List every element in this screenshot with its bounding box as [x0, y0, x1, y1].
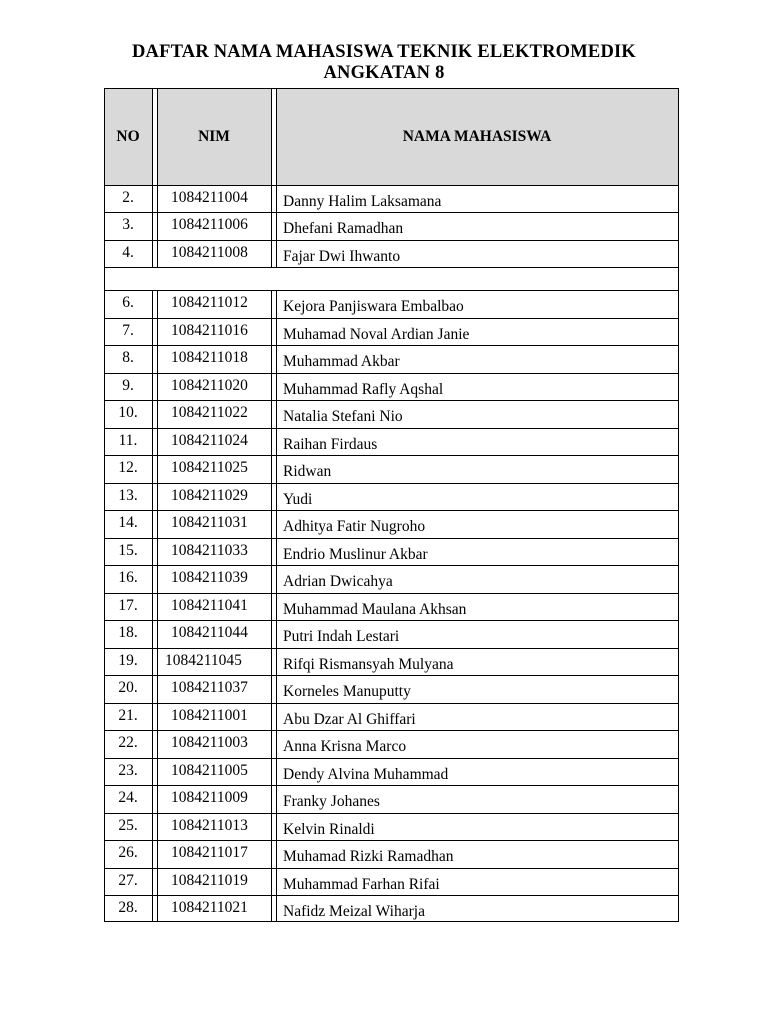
table-cell-no: 6.	[122, 294, 134, 311]
header-nama: NAMA MAHASISWA	[276, 88, 678, 185]
table-cell-name: Yudi	[283, 491, 313, 508]
column-divider	[271, 88, 272, 268]
column-divider	[276, 88, 277, 268]
table-cell-name: Anna Krisna Marco	[283, 738, 407, 755]
row-divider	[104, 565, 679, 566]
table-cell-name: Muhammad Maulana Akhsan	[283, 601, 467, 618]
table-cell-name: Adhitya Fatir Nugroho	[283, 518, 426, 535]
table-cell-nim: 1084211041	[171, 597, 248, 614]
table-cell-no: 9.	[122, 377, 134, 394]
table-cell-no: 26.	[118, 844, 138, 861]
row-divider	[104, 785, 679, 786]
table-cell-no: 3.	[122, 216, 134, 233]
row-divider	[104, 318, 679, 319]
table-cell-name: Ridwan	[283, 463, 332, 480]
table-cell-no	[104, 271, 152, 290]
table-cell-name	[276, 275, 678, 290]
table-cell-no: 19.	[118, 652, 138, 669]
column-divider	[152, 290, 153, 922]
table-cell-nim: 1084211022	[171, 404, 248, 421]
table-cell-nim: 1084211005	[171, 762, 248, 779]
row-divider	[104, 813, 679, 814]
column-divider	[157, 88, 158, 268]
table-cell-no: 17.	[118, 597, 138, 614]
column-divider	[157, 290, 158, 922]
table-cell-name: Muhammad Rafly Aqshal	[283, 381, 444, 398]
table-cell-no: 8.	[122, 349, 134, 366]
table-cell-no: 7.	[122, 322, 134, 339]
table-cell-nim: 1084211016	[171, 322, 248, 339]
table-cell-name: Muhammad Akbar	[283, 353, 400, 370]
table-cell-no: 18.	[118, 624, 138, 641]
row-divider	[104, 510, 679, 511]
table-cell-nim: 1084211004	[171, 189, 248, 206]
column-divider	[152, 88, 153, 268]
table-cell-no: 22.	[118, 734, 138, 751]
table-cell-name: Korneles Manuputty	[283, 683, 411, 700]
table-cell-nim: 1084211008	[171, 244, 248, 261]
row-divider	[104, 538, 679, 539]
table-cell-nim: 1084211017	[171, 844, 248, 861]
row-divider	[104, 758, 679, 759]
table-cell-nim: 1084211044	[171, 624, 248, 641]
table-cell-name: Natalia Stefani Nio	[283, 408, 403, 425]
table-cell-nim: 1084211018	[171, 349, 248, 366]
table-cell-nim: 1084211012	[171, 294, 248, 311]
header-bottom-border	[104, 185, 679, 186]
row-divider	[104, 648, 679, 649]
table-cell-name: Putri Indah Lestari	[283, 628, 400, 645]
table-cell-name: Muhamad Rizki Ramadhan	[283, 848, 454, 865]
row-divider	[104, 703, 679, 704]
table-cell-nim: 1084211019	[171, 872, 248, 889]
row-divider	[104, 345, 679, 346]
table-cell-nim: 1084211006	[171, 216, 248, 233]
table-cell-nim: 1084211039	[171, 569, 248, 586]
row-divider	[104, 290, 679, 291]
title-line-1: DAFTAR NAMA MAHASISWA TEKNIK ELEKTROMEDIK	[132, 42, 636, 62]
table-cell-nim: 1084211029	[171, 487, 248, 504]
table-cell-nim: 1084211003	[171, 734, 248, 751]
row-divider	[104, 675, 679, 676]
table-cell-nim: 1084211033	[171, 542, 248, 559]
table-cell-nim: 1084211020	[171, 377, 248, 394]
row-divider	[104, 212, 679, 213]
row-divider	[104, 895, 679, 896]
table-cell-no: 28.	[118, 899, 138, 916]
header-no: NO	[104, 88, 152, 185]
row-divider	[104, 840, 679, 841]
title-line-2: ANGKATAN 8	[323, 63, 445, 83]
column-divider	[276, 290, 277, 922]
table-top-border	[104, 88, 679, 89]
row-divider	[104, 455, 679, 456]
row-divider	[104, 921, 679, 922]
table-cell-name: Fajar Dwi Ihwanto	[283, 248, 401, 265]
table-cell-no: 2.	[122, 189, 134, 206]
table-cell-no: 23.	[118, 762, 138, 779]
row-divider	[104, 620, 679, 621]
table-cell-no: 24.	[118, 789, 138, 806]
row-divider	[104, 373, 679, 374]
table-cell-name: Danny Halim Laksamana	[283, 193, 442, 210]
table-cell-no: 15.	[118, 542, 138, 559]
table-cell-name: Nafidz Meizal Wiharja	[283, 903, 425, 920]
table-cell-no: 11.	[118, 432, 138, 449]
row-divider	[104, 240, 679, 241]
table-right-border	[678, 88, 679, 922]
table-cell-no: 10.	[118, 404, 138, 421]
table-cell-nim: 1084211037	[171, 679, 248, 696]
table-cell-name: Adrian Dwicahya	[283, 573, 393, 590]
table-cell-no: 25.	[118, 817, 138, 834]
table-cell-name: Kejora Panjiswara Embalbao	[283, 298, 464, 315]
table-cell-no: 27.	[118, 872, 138, 889]
row-divider	[104, 483, 679, 484]
table-cell-nim: 1084211031	[171, 514, 248, 531]
row-divider	[104, 868, 679, 869]
table-cell-no: 20.	[118, 679, 138, 696]
column-divider	[271, 290, 272, 922]
row-divider	[104, 428, 679, 429]
table-cell-name: Dendy Alvina Muhammad	[283, 766, 449, 783]
table-cell-name: Rifqi Rismansyah Mulyana	[283, 656, 454, 673]
table-cell-name: Endrio Muslinur Akbar	[283, 546, 428, 563]
table-cell-name: Dhefani Ramadhan	[283, 220, 404, 237]
header-nim: NIM	[157, 88, 271, 185]
table-cell-nim: 1084211001	[171, 707, 248, 724]
table-cell-no: 21.	[118, 707, 138, 724]
table-cell-nim: 1084211045	[165, 652, 242, 669]
table-cell-name: Raihan Firdaus	[283, 436, 378, 453]
table-cell-name: Muhamad Noval Ardian Janie	[283, 326, 470, 343]
table-cell-no: 14.	[118, 514, 138, 531]
table-cell-no: 4.	[122, 244, 134, 261]
table-cell-no: 12.	[118, 459, 138, 476]
table-cell-name: Muhammad Farhan Rifai	[283, 876, 440, 893]
table-cell-name: Abu Dzar Al Ghiffari	[283, 711, 416, 728]
table-left-border	[104, 88, 105, 922]
table-cell-nim: 1084211021	[171, 899, 248, 916]
table-cell-nim: 1084211025	[171, 459, 248, 476]
table-cell-no: 16.	[118, 569, 138, 586]
table-cell-name: Kelvin Rinaldi	[283, 821, 375, 838]
row-divider	[104, 267, 679, 268]
row-divider	[104, 400, 679, 401]
table-cell-nim: 1084211013	[171, 817, 248, 834]
row-divider	[104, 730, 679, 731]
row-divider	[104, 593, 679, 594]
table-cell-nim	[157, 271, 271, 290]
table-cell-name: Franky Johanes	[283, 793, 380, 810]
table-cell-nim: 1084211024	[171, 432, 248, 449]
table-cell-nim: 1084211009	[171, 789, 248, 806]
table-cell-no: 13.	[118, 487, 138, 504]
